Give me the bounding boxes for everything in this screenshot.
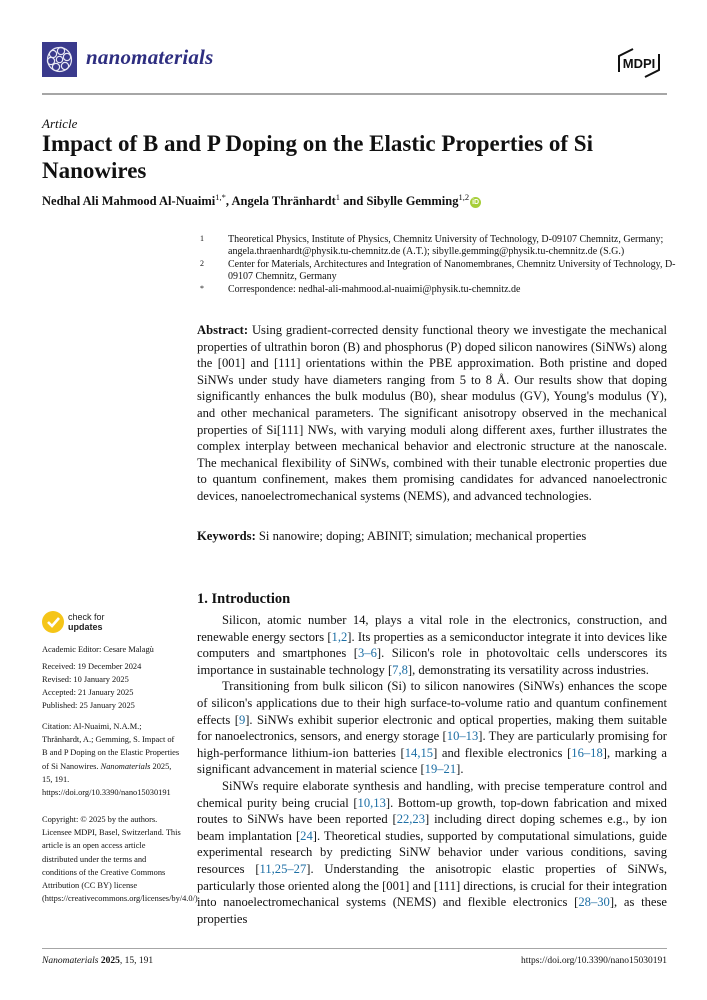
reference-link[interactable]: 1,2 [331, 629, 348, 644]
reference-link[interactable]: 28–30 [578, 895, 610, 910]
paragraph: Silicon, atomic number 14, plays a vital role in the electronics, construction, and renewable energy sectors [1,2]. Its properties as a semiconductor integrate it into devices like computers and smartphones [3–6]. Silicon's role in photovoltaic cells underscores its importance in sustainable technology [7,8], demonstrating its versatility across industries. [197, 613, 668, 677]
footer-doi-link[interactable]: https://doi.org/10.3390/nano15030191 [520, 956, 667, 966]
reference-link[interactable]: 24 [300, 828, 313, 843]
journal-name: nanomaterials [86, 45, 214, 69]
author-name[interactable]: Angela Thränhardt [231, 194, 336, 209]
citation-doi-link[interactable]: 2025, 15, 191. https://doi.org/10.3390/nano15030191 [42, 761, 172, 798]
paragraph: Transitioning from bulk silicon (Si) to silicon nanowires (SiNWs) enhances the scope of silicon's applications due to their high surface-to-volume ratio and quantum confinement effects [9]. SiNWs exhibit superior electronic and optical properties, making them suitable for nanoelectronics, sensors, and energy storage [10–13]. They are particularly promising for high-performance lithium-ion batteries [14,15] and flexible electronics [16–18], marking a significant advancement in material science [19–21]. [197, 679, 668, 777]
date-received: Received: 19 December 2024 [42, 662, 142, 671]
date-published: Published: 25 January 2025 [42, 701, 135, 710]
copyright: Copyright: © 2025 by the authors. Licensee MDPI, Basel, Switzerland. This article is an open access article distributed under the terms and conditions of the Creative Commons Attribution (CC BY) license (https://creativecommons.org/licenses/by/4.0/). [42, 815, 200, 904]
check-updates-icon [42, 611, 64, 633]
affiliation-item: 2 Center for Materials, Architectures and Integration of Nanomembranes, Chemnitz University of Technology, D-09107 Chemnitz, Germany [200, 258, 676, 283]
reference-link[interactable]: 3–6 [357, 646, 377, 661]
footer-citation: Nanomaterials 2025, 15, 191 [42, 956, 154, 966]
article-type: Article [42, 116, 78, 131]
date-revised: Revised: 10 January 2025 [42, 675, 129, 684]
abstract-text: Using gradient-corrected density functional theory we investigate the mechanical properties of ultrathin boron (B) and phosphorus (P) doped silicon nanowires (SiNWs) along the [001] and [111] orientations within the PBE approximation. Both pristine and doped SiNWs under study have diameters ranging from 5 to 8 Å. Our results show that doping significantly enhances the bulk modulus (B0), shear modulus (GV), Young's modulus (Y), and other mechanical parameters. The significant anisotropy observed in the mechanical properties of Si[111] NWs, with varying moduli along different axes, further illustrates the complex interplay between mechanical behavior and electronic structure at the nanoscale. The mechanical flexibility of SiNWs, combined with their tunable electronic properties due to quantum confinement, makes them promising candidates for advanced nanoelectronic devices, nanoelectromechanical systems (NEMS), and advanced technologies. [197, 323, 667, 503]
keywords-text: Si nanowire; doping; ABINIT; simulation; mechanical properties [258, 529, 587, 543]
abstract [197, 322, 667, 505]
reference-link[interactable]: 10,13 [357, 795, 386, 810]
reference-link[interactable]: 7,8 [392, 662, 408, 677]
reference-link[interactable]: 11,25–27 [259, 861, 307, 876]
reference-link[interactable]: 14,15 [404, 745, 434, 760]
introduction-body [197, 612, 667, 927]
affiliation-item: 1 Theoretical Physics, Institute of Physics, Chemnitz University of Technology, D-09107 Chemnitz, Germany; angela.thraenhardt@physik.tu-chemnitz.de (A.T.); sibylle.gemming@physik.tu-chemnitz.de (S.G.) [200, 234, 664, 258]
reference-link[interactable]: 19–21 [424, 762, 457, 777]
author-list: Nedhal Ali Mahmood Al-Nuaimi$^{1,*}$, Angela Thränhardt$^1$ and Sibylle Gemming$^{1,2}$iD [42, 192, 480, 209]
header-rule [42, 93, 667, 95]
footer-rule [42, 948, 667, 949]
keywords [197, 529, 667, 544]
section-heading: 1. Introduction [197, 591, 291, 607]
journal-logo-icon [42, 42, 77, 77]
keywords-label: Keywords: [197, 529, 256, 543]
affiliations [200, 234, 680, 296]
reference-link[interactable]: 16–18 [571, 745, 603, 760]
reference-link[interactable]: 22,23 [396, 812, 426, 827]
correspondence: * Correspondence: nedhal-ali-mahmood.al-nuaimi@physik.tu-chemnitz.de [200, 283, 521, 295]
reference-link[interactable]: 9 [238, 712, 246, 727]
check-for-updates-button[interactable]: check for updates [42, 611, 162, 636]
date-accepted: Accepted: 21 January 2025 [42, 688, 134, 697]
mdpi-logo-icon [613, 46, 665, 80]
svg-text:MDPI: MDPI [622, 56, 656, 71]
orcid-icon[interactable]: iD [472, 199, 480, 207]
abstract-label: Abstract: [197, 323, 249, 337]
paragraph: SiNWs require elaborate synthesis and handling, with precise temperature control and chemical purity being crucial [10,13]. Bottom-up growth, top-down fabrication and mixed routes to SiNWs have been reported [22,23] including direct doping schemes e.g., by ion beam implantation [24]. Theoretical studies, supported by computational simulations, guide experimental research by predicting SiNW behavior under various conditions, saving resources [11,25–27]. Understanding the anisotropic elastic properties of SiNWs, particularly those oriented along the [001] and [111] directions, is crucial for their integration into nanoelectromechanical systems (NEMS) and flexible electronics [28–30], as these properties [197, 778, 667, 926]
author-name[interactable]: Sibylle Gemming [366, 194, 459, 209]
author-name[interactable]: Nedhal Ali Mahmood Al-Nuaimi [42, 194, 216, 209]
citation: Citation: Al-Nuaimi, N.A.M.; Thränhardt, A.; Gemming, S. Impact of B and P Doping on the Elastic Properties of Si Nanowires. Nanomaterials 2025, 15, 191. https://doi.org/10.3390/nano15030191 [42, 722, 180, 798]
article-title: Impact of B and P Doping on the Elastic Properties of Si Nanowires [42, 131, 593, 183]
reference-link[interactable]: 10–13 [446, 729, 479, 744]
academic-editor: Academic Editor: Cesare Malagù [42, 645, 154, 654]
